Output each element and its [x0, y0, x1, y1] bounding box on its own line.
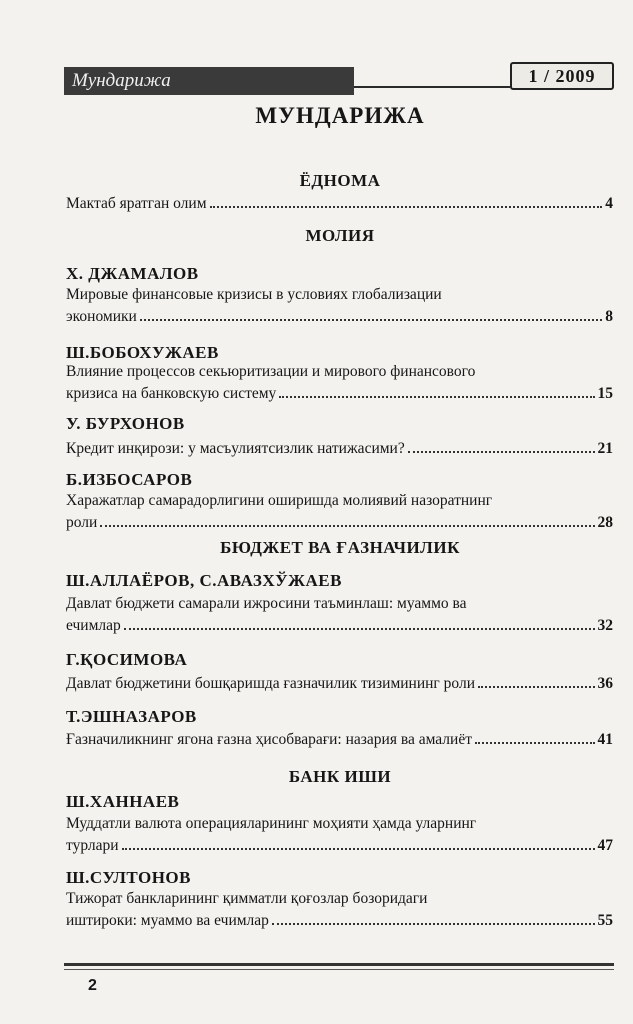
dot-leader — [124, 614, 595, 630]
entry-title: турлари — [66, 837, 119, 854]
entry-page-number: 55 — [597, 912, 613, 929]
entry-page-number: 4 — [605, 195, 613, 212]
entry-author: Т.ЭШНАЗАРОВ — [66, 707, 197, 726]
issue-number-badge: 1 / 2009 — [510, 62, 614, 90]
section-heading: МОЛИЯ — [305, 226, 375, 245]
entry-page-number: 21 — [597, 440, 613, 457]
entry-title: ечимлар — [66, 617, 121, 634]
entry-author: Г.ҚОСИМОВА — [66, 650, 188, 669]
entry-page-number: 28 — [597, 514, 613, 531]
dot-leader — [408, 437, 595, 453]
toc-entry[interactable] — [66, 672, 613, 694]
toc-entry[interactable] — [66, 382, 613, 404]
section-heading: БАНК ИШИ — [288, 767, 392, 786]
footer-rule-thin — [64, 969, 614, 970]
entry-title-line: Тижорат банкларининг қимматли қоғозлар бозоридаги — [66, 890, 428, 907]
toc-entry[interactable] — [66, 909, 613, 931]
dot-leader — [100, 511, 594, 527]
toc-entry[interactable] — [66, 511, 613, 533]
dot-leader — [478, 672, 595, 688]
entry-title-line: Давлат бюджети самарали ижросини таъминлаш: муаммо ва — [66, 595, 467, 612]
dot-leader — [122, 834, 595, 850]
entry-author: Ш.АЛЛАЁРОВ, С.АВАЗХЎЖАЕВ — [66, 571, 342, 590]
toc-entry[interactable] — [66, 728, 613, 750]
entry-title-line: Мировые финансовые кризисы в условиях глобализации — [66, 286, 442, 303]
entry-page-number: 41 — [597, 731, 613, 748]
entry-page-number: 47 — [597, 837, 613, 854]
entry-title: Кредит инқирози: у масъулиятсизлик натижасими? — [66, 440, 405, 457]
entry-title-line: Харажатлар самарадорлигини оширишда молиявий назоратнинг — [66, 492, 493, 509]
page-title: МУНДАРИЖА — [255, 103, 425, 128]
entry-author: Х. ДЖАМАЛОВ — [66, 264, 199, 283]
dot-leader — [279, 382, 594, 398]
entry-title: Ғазначиликнинг ягона ғазна ҳисобварағи: назария ва амалиёт — [66, 731, 472, 748]
entry-author: Ш.БОБОХУЖАЕВ — [66, 343, 219, 362]
entry-title: роли — [66, 514, 98, 531]
entry-author: У. БУРХОНОВ — [66, 414, 185, 433]
entry-title: Давлат бюджетини бошқаришда ғазначилик тизимининг роли — [66, 675, 475, 692]
entry-title: экономики — [66, 308, 137, 325]
entry-title-line: Муддатли валюта операцияларининг моҳияти ҳамда уларнинг — [66, 815, 477, 832]
toc-entry[interactable] — [66, 305, 613, 327]
dot-leader — [210, 192, 603, 208]
entry-page-number: 8 — [605, 308, 613, 325]
page-number: 2 — [88, 977, 97, 994]
entry-page-number: 36 — [597, 675, 613, 692]
toc-entry[interactable] — [66, 437, 613, 459]
entry-title: кризиса на банковскую систему — [66, 385, 277, 402]
entry-page-number: 32 — [597, 617, 613, 634]
entry-title-line: Влияние процессов секьюритизации и мирового финансового — [66, 363, 476, 380]
toc-entry[interactable] — [66, 192, 613, 214]
dot-leader — [140, 305, 602, 321]
dot-leader — [272, 909, 595, 925]
section-heading: ЁДНОМА — [299, 171, 381, 190]
dot-leader — [475, 728, 595, 744]
header-rule — [354, 86, 510, 88]
toc-entry[interactable] — [66, 834, 613, 856]
entry-page-number: 15 — [597, 385, 613, 402]
entry-author: Ш.ХАННАЕВ — [66, 792, 180, 811]
entry-title: Мактаб яратган олим — [66, 195, 207, 212]
entry-author: Б.ИЗБОСАРОВ — [66, 470, 193, 489]
entry-author: Ш.СУЛТОНОВ — [66, 868, 191, 887]
header-section-label: Мундарижа — [64, 67, 354, 95]
entry-title: иштироки: муаммо ва ечимлар — [66, 912, 269, 929]
footer-rule — [64, 963, 614, 966]
section-heading: БЮДЖЕТ ВА ҒАЗНАЧИЛИК — [220, 538, 460, 557]
toc-entry[interactable] — [66, 614, 613, 636]
